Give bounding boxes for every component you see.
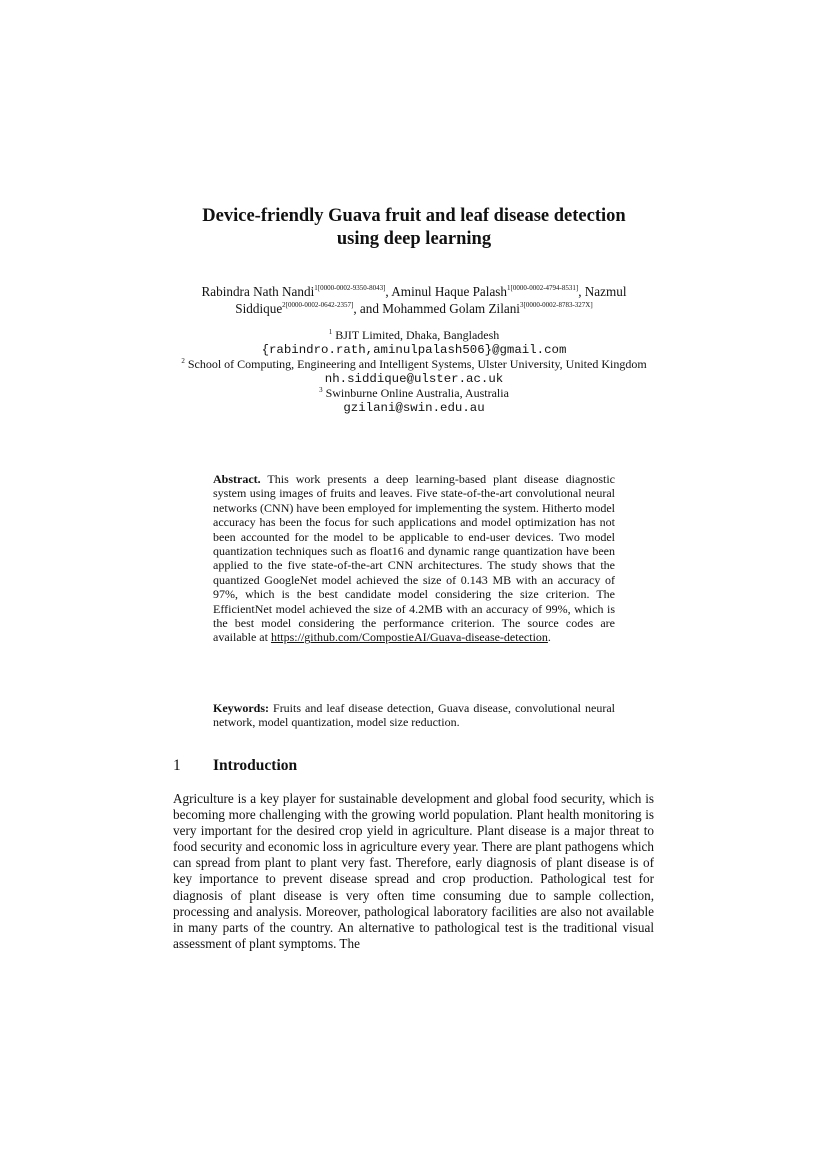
author-orcid: 2[0000-0002-0642-2357] [282,301,354,309]
affiliation-text: School of Computing, Engineering and Intelligent Systems, Ulster University, United Kingdom [187,357,647,372]
abstract-end: . [547,630,551,645]
paper-title-line-2: using deep learning [336,229,492,249]
author-orcid: 1[0000-0002-4794-8531] [507,284,579,292]
affiliation-number: 3 [319,386,323,395]
affiliation-text: Swinburne Online Australia, Australia [325,386,509,401]
section-title: Introduction [213,757,298,774]
author-name: Aminul Haque Palash [391,284,508,299]
affiliation-number: 2 [181,357,185,366]
author-orcid: 3[0000-0002-8783-327X] [519,301,593,309]
intro-paragraph: Agriculture is a key player for sustainable development and global food security, which is becoming more challenging with the growing world population. Plant health monitoring is very important for the desired crop yield in agriculture. Plant disease is a major threat to food security and economic loss in agriculture every year. There are plant pathogens which can spread from plant to plant very fast. Therefore, early diagnosis of plant disease is of key importance to prevent disease spread and crop production. Pathological test for diagnosis of plant disease is very often time consuming due to sample collection, processing and analysis. Moreover, pathological laboratory facilities are also not available in many parts of the country. An alternative to pathological test is the traditional visual assessment of plant symptoms. The [173,791,654,951]
author-name: Nazmul Siddique [235,284,627,316]
source-code-link[interactable]: https://github.com/CompostieAI/Guava-disease-detection [270,630,548,645]
affiliation-email: {rabindro.rath,aminulpalash506}@gmail.com [261,342,567,357]
affiliation-1 [170,328,658,343]
author-separator: , [385,284,392,299]
abstract-label: Abstract. [213,472,261,486]
abstract-text: This work presents a deep learning-based plant disease diagnostic system using images of fruits and leaves. Five state-of-the-art convolutional neural networks (CNN) have been employed for implementing the system. Hitherto model accuracy has been the focus for such applications and model optimization has not been accounted for the model to be applicable to end-user devices. Two model quantization techniques such as float16 and dynamic range quantization have been applied to the five state-of-the-art CNN architectures. The study shows that the quantized GoogleNet model achieved the size of 0.143 MB with an accuracy of 97%, which is the best candidate model considering the size criterion. The EfficientNet model achieved the size of 4.2MB with an accuracy of 99%, which is the best model considering the performance criterion. The source codes are available at [213,472,615,645]
author-list [170,283,658,317]
paper-title-line-1: Device-friendly Guava fruit and leaf disease detection [202,206,626,226]
affiliation-2 [170,357,658,372]
affiliation-number: 1 [328,328,333,336]
author-name: Rabindra Nath Nandi [201,284,315,299]
author-name: Mohammed Golam Zilani [382,301,520,316]
affiliation-text: BJIT Limited, Dhaka, Bangladesh [335,328,500,342]
keywords-label: Keywords: [213,701,269,715]
keywords-text: Fruits and leaf disease detection, Guava disease, convolutional neural network, model quantization, model size reduction. [213,701,616,730]
affiliations [170,328,658,416]
affiliation-email: gzilani@swin.edu.au [343,400,485,415]
author-separator: , [578,284,585,299]
section-number: 1 [173,757,181,774]
keywords [213,701,615,730]
author-separator: , and [353,301,383,316]
abstract [213,472,615,645]
affiliation-email: nh.siddique@ulster.ac.uk [324,371,504,386]
author-orcid: 1[0000-0002-9350-8043] [314,284,386,292]
affiliation-3 [170,386,658,401]
paper-title [120,205,708,251]
